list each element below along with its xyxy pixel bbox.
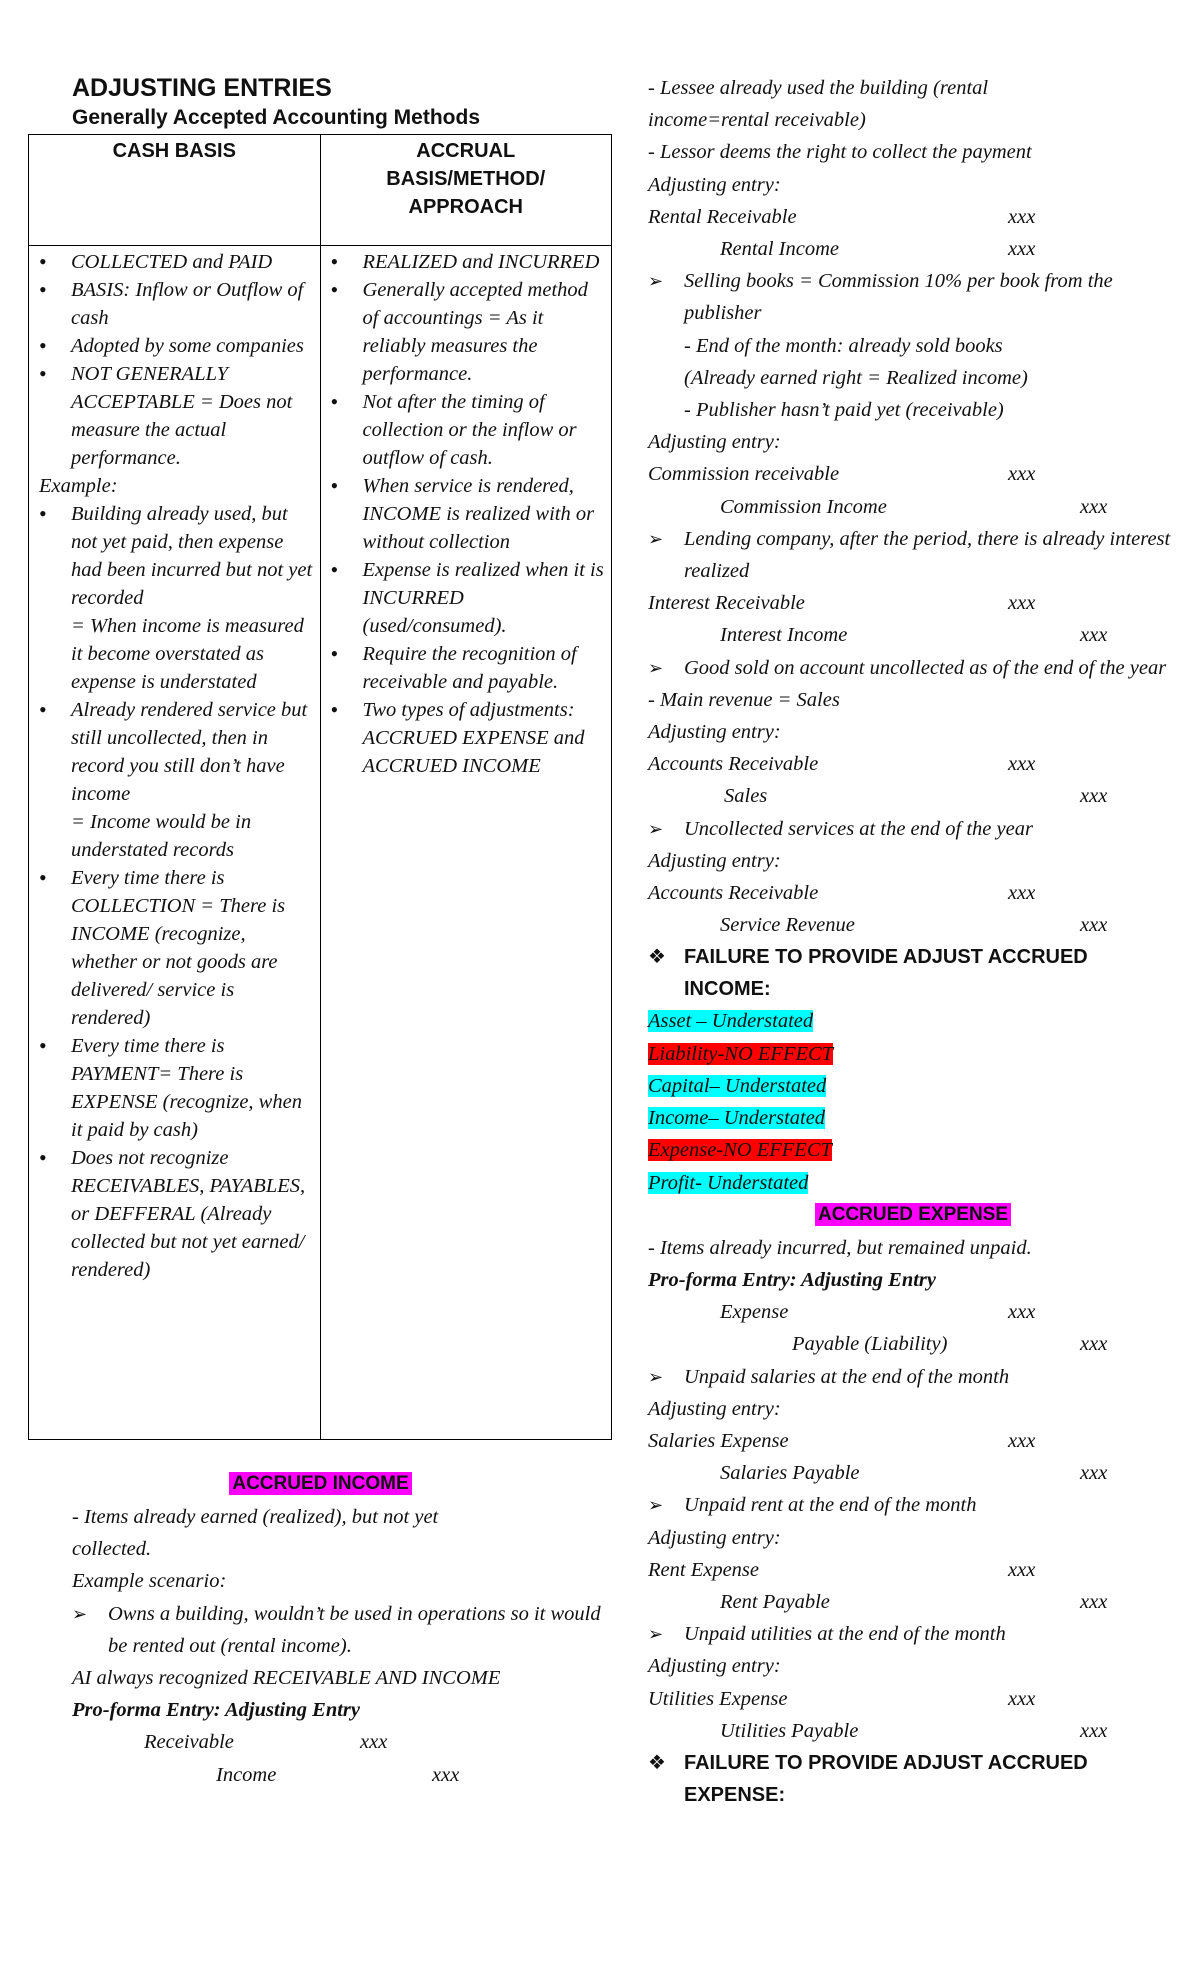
list-item: • Generally accepted method of accountings = As it reliably measures the performance. — [327, 276, 606, 388]
entry-debit-line — [648, 1683, 1178, 1715]
entry-credit-amount: xxx — [1080, 1590, 1108, 1613]
entry-credit-line — [648, 1715, 1178, 1747]
entry-debit: Interest Receivable — [648, 592, 805, 615]
entry-debit-amount: xxx — [1008, 1687, 1036, 1710]
entry-credit-line — [648, 1328, 1178, 1360]
entry-credit-amount: xxx — [1080, 1719, 1108, 1742]
comparison-table — [28, 134, 612, 1440]
ai-note: AI always recognized RECEIVABLE AND INCOME — [72, 1667, 501, 1690]
cash-basis-cell — [29, 246, 321, 1440]
effect-liability: Liability-NO EFFECT — [648, 1042, 834, 1065]
list-item: • COLLECTED and PAID — [35, 248, 314, 276]
list-item: • Two types of adjustments: ACCRUED EXPENSE and ACCRUED INCOME — [327, 696, 606, 780]
books-sub: - End of the month: already sold books — [684, 334, 1003, 357]
entry-debit: Receivable — [144, 1731, 234, 1754]
adjusting-entry-label: Adjusting entry: — [648, 431, 781, 454]
rent-item — [648, 1489, 1178, 1521]
adjusting-entry-label: Adjusting entry: — [648, 173, 781, 196]
proforma-label: Pro-forma Entry: Adjusting Entry — [648, 1268, 937, 1291]
entry-debit-amount: xxx — [360, 1731, 388, 1754]
accrued-expense-heading-text: ACCRUED EXPENSE — [815, 1203, 1011, 1226]
lessee-line: - Lessee already used the building (rental — [648, 77, 989, 99]
entry-debit: Commission receivable — [648, 463, 840, 486]
entry-credit: Payable (Liability) — [792, 1333, 948, 1356]
diamond-bullet-icon: ❖ — [648, 946, 666, 969]
entry-debit-line — [72, 1726, 613, 1758]
failure-expense-text: FAILURE TO PROVIDE ADJUST ACCRUED EXPENSE: — [684, 1751, 1088, 1806]
list-item: • Not after the timing of collection or the inflow or outflow of cash. — [327, 388, 606, 472]
entry-credit-line — [648, 780, 1178, 812]
arrow-bullet-icon: ➢ — [648, 657, 664, 678]
list-item: • NOT GENERALLY ACCEPTABLE = Does not measure the actual performance. — [35, 360, 314, 472]
accrued-income-heading-text: ACCRUED INCOME — [229, 1472, 411, 1495]
list-item-text: = When income is measured it become overstated as expense is understated — [71, 615, 304, 693]
cash-basis-list — [35, 248, 314, 472]
entry-debit-amount: xxx — [1008, 753, 1036, 776]
list-item — [35, 696, 314, 864]
adjusting-entry-label: Adjusting entry: — [648, 1655, 781, 1678]
entry-credit-line — [648, 1457, 1178, 1489]
page-subtitle: Generally Accepted Accounting Methods — [72, 106, 481, 129]
entry-credit-line — [72, 1759, 613, 1791]
books-item — [648, 265, 1178, 329]
list-item: • Does not recognize RECEIVABLES, PAYABLES, or DEFFERAL (Already collected but not yet earned/ rendered) — [35, 1144, 314, 1284]
utilities-text: Unpaid utilities at the end of the month — [684, 1623, 1006, 1646]
entry-credit-amount: xxx — [1008, 238, 1036, 261]
utilities-item — [648, 1618, 1178, 1650]
accrued-expense-heading — [648, 1199, 1178, 1232]
cash-basis-header: CASH BASIS — [29, 135, 321, 246]
list-item: • Every time there is COLLECTION = There is INCOME (recognize, whether or not goods are delivered/ service is rendered) — [35, 864, 314, 1032]
arrow-bullet-icon: ➢ — [648, 271, 664, 292]
entry-debit-line — [648, 458, 1178, 490]
entry-credit-amount: xxx — [1080, 495, 1108, 518]
accrual-basis-list — [327, 248, 606, 780]
scenario-text: Owns a building, wouldn’t be used in operations so it would be rented out (rental income). — [108, 1602, 601, 1657]
entry-debit-amount: xxx — [1008, 1558, 1036, 1581]
entry-credit-line — [648, 233, 1178, 265]
list-item: • BASIS: Inflow or Outflow of cash — [35, 276, 314, 332]
example-scenario-label: Example scenario: — [72, 1570, 227, 1593]
entry-credit-amount: xxx — [1080, 914, 1108, 937]
effect-capital: Capital– Understated — [648, 1074, 827, 1097]
entry-debit-amount: xxx — [1008, 882, 1036, 905]
effect-item — [648, 1038, 1178, 1070]
list-item: • Adopted by some companies — [35, 332, 314, 360]
accrued-income-desc: - Items already earned (realized), but not yet — [72, 1506, 439, 1528]
main-revenue-line: - Main revenue = Sales — [648, 688, 840, 711]
list-item-text: = Income would be in understated records — [71, 811, 252, 861]
entry-credit-amount: xxx — [432, 1763, 460, 1786]
effect-profit: Profit- Understated — [648, 1171, 809, 1194]
entry-debit: Accounts Receivable — [648, 753, 819, 776]
proforma-label: Pro-forma Entry: Adjusting Entry — [72, 1699, 361, 1722]
entry-debit-amount: xxx — [1008, 1429, 1036, 1452]
books-sub: - Publisher hasn’t paid yet (receivable) — [684, 399, 1004, 422]
entry-debit-line — [648, 877, 1178, 909]
arrow-bullet-icon: ➢ — [648, 1495, 664, 1516]
arrow-bullet-icon: ➢ — [72, 1603, 88, 1624]
lessor-line: - Lessor deems the right to collect the payment — [648, 141, 1032, 164]
books-text: Selling books = Commission 10% per book from the publisher — [684, 270, 1113, 325]
effect-income: Income– Understated — [648, 1107, 826, 1130]
list-item: • Require the recognition of receivable and payable. — [327, 640, 606, 696]
accrued-income-desc: collected. — [72, 1538, 152, 1561]
left-column — [28, 72, 613, 1791]
entry-debit-line — [648, 1425, 1178, 1457]
entry-credit: Rental Income — [720, 238, 839, 261]
effect-item — [648, 1102, 1178, 1134]
adjusting-entry-label: Adjusting entry: — [648, 1526, 781, 1549]
entry-credit: Interest Income — [720, 624, 848, 647]
accrued-income-heading — [28, 1468, 613, 1501]
list-item: • Every time there is PAYMENT= There is EXPENSE (recognize, when it paid by cash) — [35, 1032, 314, 1144]
effect-expense: Expense-NO EFFECT — [648, 1139, 832, 1162]
failure-income-text: FAILURE TO PROVIDE ADJUST ACCRUED INCOME: — [684, 946, 1088, 1001]
right-column — [648, 72, 1178, 1811]
lending-item — [648, 523, 1178, 587]
salaries-item — [648, 1361, 1178, 1393]
list-item-text: Already rendered service but still uncollected, then in record you still don’t have income — [71, 699, 308, 805]
entry-debit-line — [648, 587, 1178, 619]
list-item-text: Building already used, but not yet paid, then expense had been incurred but not yet recorded — [71, 503, 313, 609]
entry-credit: Salaries Payable — [720, 1462, 860, 1485]
list-item: • REALIZED and INCURRED — [327, 248, 606, 276]
effect-item — [648, 1005, 1178, 1037]
entry-credit-line — [648, 1586, 1178, 1618]
failure-expense-heading — [648, 1747, 1178, 1811]
arrow-bullet-icon: ➢ — [648, 818, 664, 839]
entry-credit: Commission Income — [720, 495, 887, 518]
books-sub: (Already earned right = Realized income) — [684, 366, 1028, 389]
entry-debit-line — [648, 1554, 1178, 1586]
accrual-basis-header — [320, 135, 612, 246]
entry-debit: Salaries Expense — [648, 1429, 789, 1452]
entry-credit: Rent Payable — [720, 1590, 830, 1613]
uncollected-text: Uncollected services at the end of the year — [684, 817, 1033, 840]
entry-debit-amount: xxx — [1008, 1301, 1036, 1324]
arrow-bullet-icon: ➢ — [648, 1366, 664, 1387]
example-label: Example: — [39, 475, 118, 497]
goods-item — [648, 652, 1178, 684]
adjusting-entry-label: Adjusting entry: — [648, 1397, 781, 1420]
entry-credit-amount: xxx — [1080, 1333, 1108, 1356]
scenario-item — [72, 1598, 613, 1662]
entry-credit-line — [648, 909, 1178, 941]
accrued-expense-desc: - Items already incurred, but remained unpaid. — [648, 1236, 1032, 1259]
entry-debit: Accounts Receivable — [648, 882, 819, 905]
uncollected-item — [648, 813, 1178, 845]
entry-debit: Rental Receivable — [648, 205, 797, 228]
adjusting-entry-label: Adjusting entry: — [648, 849, 781, 872]
accrual-basis-header-text: ACCRUAL BASIS/METHOD/ APPROACH — [386, 140, 546, 218]
list-item — [35, 500, 314, 696]
accrual-basis-cell — [320, 246, 612, 1440]
cash-example-list — [35, 500, 314, 1284]
page-title: ADJUSTING ENTRIES — [72, 74, 332, 102]
entry-credit-amount: xxx — [1080, 624, 1108, 647]
entry-credit: Sales — [724, 785, 768, 808]
rent-text: Unpaid rent at the end of the month — [684, 1494, 977, 1517]
entry-credit-line — [648, 491, 1178, 523]
arrow-bullet-icon: ➢ — [648, 528, 664, 549]
entry-debit: Utilities Expense — [648, 1687, 788, 1710]
adjusting-entry-label: Adjusting entry: — [648, 721, 781, 744]
entry-credit-amount: xxx — [1080, 785, 1108, 808]
entry-credit: Income — [216, 1763, 277, 1786]
entry-debit: Rent Expense — [648, 1558, 759, 1581]
salaries-text: Unpaid salaries at the end of the month — [684, 1365, 1010, 1388]
entry-debit-amount: xxx — [1008, 463, 1036, 486]
effect-item — [648, 1167, 1178, 1199]
effect-asset: Asset – Understated — [648, 1010, 814, 1033]
entry-debit-line — [648, 748, 1178, 780]
effect-item — [648, 1070, 1178, 1102]
entry-debit-amount: xxx — [1008, 205, 1036, 228]
entry-debit: Expense — [720, 1301, 789, 1324]
goods-text: Good sold on account uncollected as of the end of the year — [684, 656, 1167, 679]
entry-credit: Utilities Payable — [720, 1719, 859, 1742]
entry-credit: Service Revenue — [720, 914, 855, 937]
effect-item — [648, 1134, 1178, 1166]
entry-credit-line — [648, 619, 1178, 651]
entry-debit-line — [648, 201, 1178, 233]
entry-debit-line — [648, 1296, 1178, 1328]
lending-text: Lending company, after the period, there is already interest realized — [684, 527, 1171, 583]
failure-income-heading — [648, 941, 1178, 1005]
lessee-line: income=rental receivable) — [648, 109, 866, 132]
entry-debit-amount: xxx — [1008, 592, 1036, 615]
diamond-bullet-icon: ❖ — [648, 1751, 666, 1774]
arrow-bullet-icon: ➢ — [648, 1624, 664, 1645]
list-item: • Expense is realized when it is INCURRED (used/consumed). — [327, 556, 606, 640]
list-item: • When service is rendered, INCOME is realized with or without collection — [327, 472, 606, 556]
entry-credit-amount: xxx — [1080, 1462, 1108, 1485]
